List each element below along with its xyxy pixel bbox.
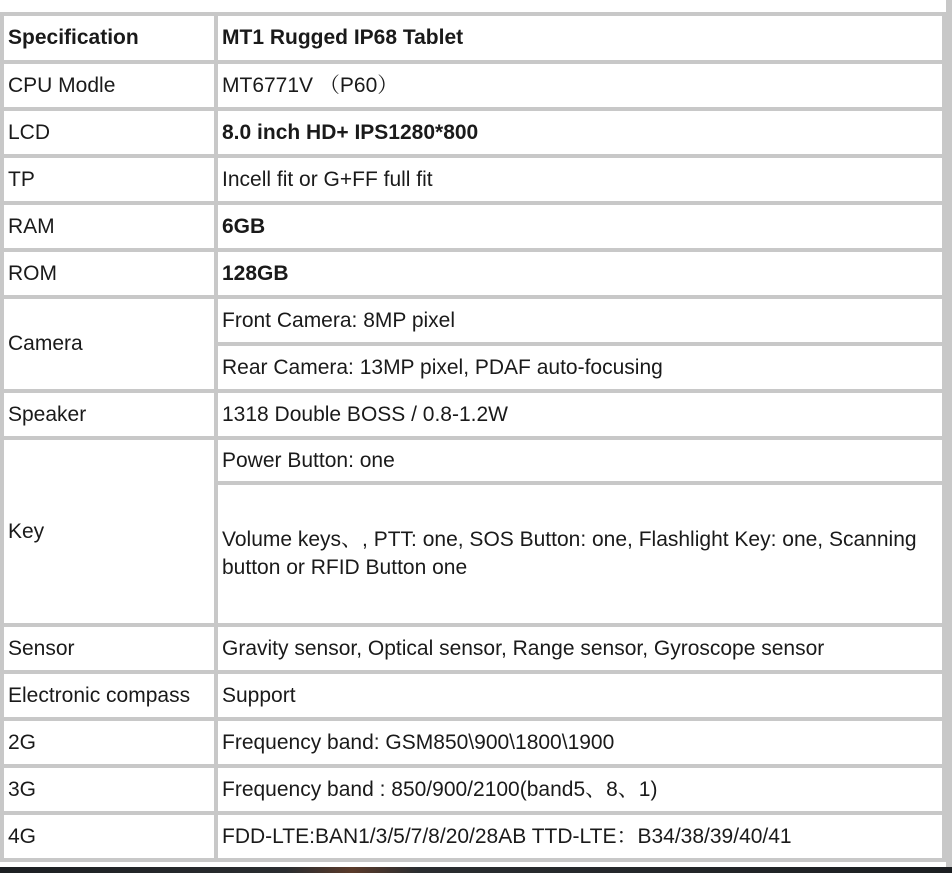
row-label-tp: TP	[4, 158, 214, 201]
row-value-3g: Frequency band : 850/900/2100(band5、8、1)	[218, 768, 942, 811]
row-value-4g: FDD-LTE:BAN1/3/5/7/8/20/28AB TTD-LTE：B34/38/39/40/41	[218, 815, 942, 858]
row-value-2g: Frequency band: GSM850\900\1800\1900	[218, 721, 942, 764]
table-header-row	[4, 16, 942, 60]
row-label-ram: RAM	[4, 205, 214, 248]
table-row-3g	[4, 768, 942, 811]
row-value-sensor: Gravity sensor, Optical sensor, Range sensor, Gyroscope sensor	[218, 627, 942, 670]
row-label-3g: 3G	[4, 768, 214, 811]
table-row-4g	[4, 815, 942, 858]
table-row-sensor	[4, 627, 942, 670]
row-label-4g: 4G	[4, 815, 214, 858]
table-row-lcd	[4, 111, 942, 154]
bottom-edge-strip	[0, 867, 952, 873]
table-row-compass	[4, 674, 942, 717]
row-label-key: Key	[4, 440, 214, 623]
row-label-cpu: CPU Modle	[4, 64, 214, 107]
table-row-2g	[4, 721, 942, 764]
row-value-compass: Support	[218, 674, 942, 717]
row-value-tp: Incell fit or G+FF full fit	[218, 158, 942, 201]
header-label: Specification	[4, 16, 214, 60]
row-value-ram: 6GB	[218, 205, 942, 248]
table-row-ram	[4, 205, 942, 248]
row-value-camera-rear: Rear Camera: 13MP pixel, PDAF auto-focusing	[218, 346, 942, 389]
row-value-speaker: 1318 Double BOSS / 0.8-1.2W	[218, 393, 942, 436]
right-border-strip	[946, 0, 952, 873]
row-label-lcd: LCD	[4, 111, 214, 154]
row-label-rom: ROM	[4, 252, 214, 295]
table-row-cpu	[4, 64, 942, 107]
row-label-sensor: Sensor	[4, 627, 214, 670]
table-row-tp	[4, 158, 942, 201]
row-label-camera: Camera	[4, 299, 214, 389]
row-label-2g: 2G	[4, 721, 214, 764]
row-value-cpu: MT6771V （P60）	[218, 64, 942, 107]
specification-table	[0, 12, 946, 862]
row-value-rom: 128GB	[218, 252, 942, 295]
table-row-key-power	[4, 440, 942, 481]
row-value-lcd: 8.0 inch HD+ IPS1280*800	[218, 111, 942, 154]
row-value-key-volume: Volume keys、, PTT: one, SOS Button: one, Flashlight Key: one, Scanning button or RFID Button one	[218, 485, 942, 623]
table-row-camera-front	[4, 299, 942, 342]
header-value: MT1 Rugged IP68 Tablet	[218, 16, 942, 60]
table-row-speaker	[4, 393, 942, 436]
row-value-key-power: Power Button: one	[218, 440, 942, 481]
row-value-camera-front: Front Camera: 8MP pixel	[218, 299, 942, 342]
row-label-speaker: Speaker	[4, 393, 214, 436]
table-row-rom	[4, 252, 942, 295]
row-label-compass: Electronic compass	[4, 674, 214, 717]
